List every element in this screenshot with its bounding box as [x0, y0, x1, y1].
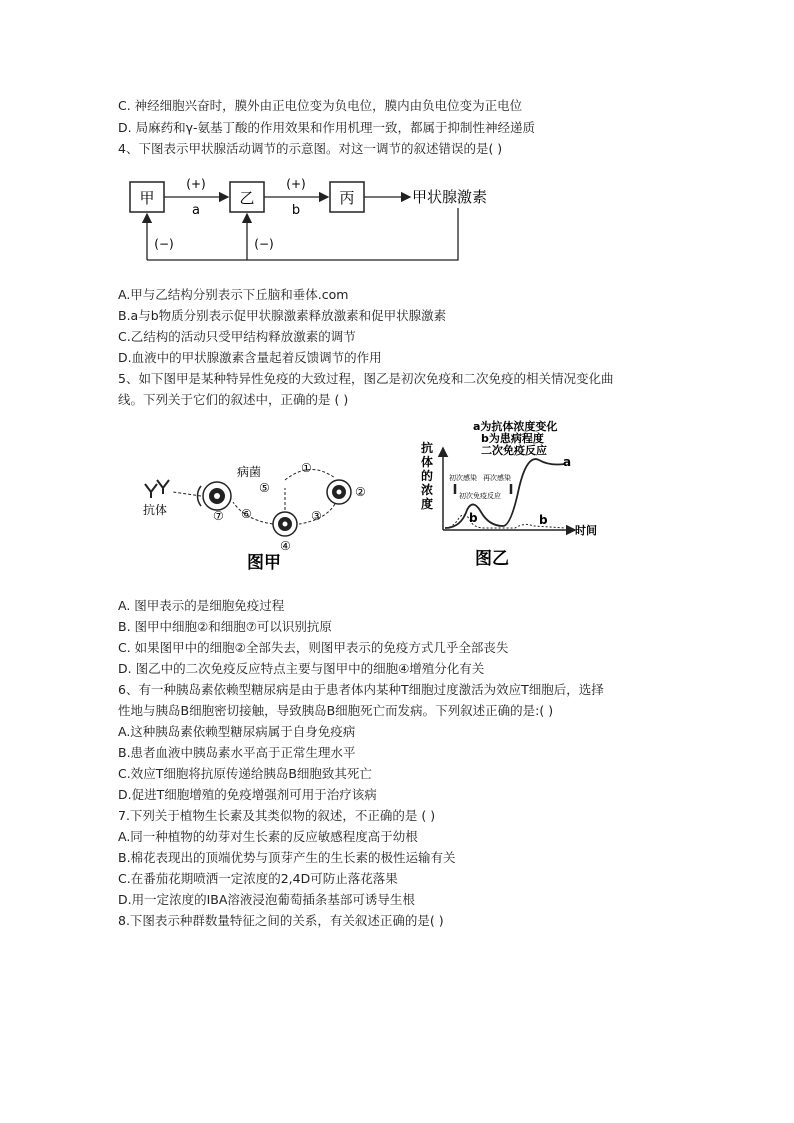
box-yi-label: 乙 — [239, 189, 255, 207]
option-4a: A.甲与乙结构分别表示下丘脑和垂体.com — [118, 287, 349, 302]
option-7a: A.同一种植物的幼芽对生长素的反应敏感程度高于幼根 — [118, 829, 418, 844]
antibody-icon — [145, 480, 169, 498]
option-4d: D.血液中的甲状腺激素含量起着反馈调节的作用 — [118, 350, 382, 365]
x-label: 时间 — [575, 524, 597, 537]
option-7c: C.在番茄花期喷洒一定浓度的2,4D可防止落花落果 — [118, 871, 398, 886]
label-b2: b — [539, 513, 548, 527]
y-label-2: 体 — [421, 455, 434, 469]
first-response-label: 初次免疫反应 — [459, 492, 501, 500]
plus-label-1: (+) — [186, 177, 206, 191]
cell-4 — [273, 512, 297, 536]
question-5-line2: 线。下列关于它们的叙述中，正确的是 ( ) — [118, 392, 349, 407]
y-label-4: 浓 — [421, 483, 434, 497]
box-bing-label: 丙 — [339, 189, 355, 207]
question-5-line1: 5、如下图甲是某种特异性免疫的大致过程，图乙是初次免疫和二次免疫的相关情况变化曲 — [118, 371, 614, 386]
caption-yi: 图乙 — [475, 549, 509, 569]
option-5b: B. 图甲中细胞②和细胞⑦可以识别抗原 — [118, 619, 332, 634]
pathogen-label: 病菌 — [237, 465, 262, 479]
antibody-label: 抗体 — [143, 503, 168, 517]
num-2: ② — [355, 485, 366, 499]
label-a: a — [563, 455, 572, 469]
option-7b: B.棉花表现出的顶端优势与顶芽产生的生长素的极性运输有关 — [118, 850, 456, 865]
option-6a: A.这种胰岛素依赖型糖尿病属于自身免疫病 — [118, 724, 356, 739]
question-7: 7.下列关于植物生长素及其类似物的叙述，不正确的是 ( ) — [118, 808, 436, 823]
num-3: ③ — [311, 509, 322, 523]
num-7: ⑦ — [213, 509, 224, 523]
thyroid-hormone-label: 甲状腺激素 — [412, 188, 488, 206]
question-8: 8.下图表示种群数量特征之间的关系，有关叙述正确的是( ) — [118, 913, 444, 928]
num-1: ① — [301, 461, 312, 475]
label-b: b — [291, 203, 301, 218]
caption-jia: 图甲 — [247, 553, 281, 570]
option-d-prev: D. 局麻药和γ-氨基丁酸的作用效果和作用机理一致，都属于抑制性神经递质 — [118, 120, 535, 135]
option-4c: C.乙结构的活动只受甲结构释放激素的调节 — [118, 329, 356, 344]
option-6b: B.患者血液中胰岛素水平高于正常生理水平 — [118, 745, 356, 760]
y-label-3: 的 — [421, 469, 434, 483]
cell-2 — [327, 480, 351, 504]
y-label-5: 度 — [421, 497, 434, 511]
legend-second: 二次免疫反应 — [481, 444, 547, 457]
box-jia-label: 甲 — [139, 189, 155, 207]
option-6c: C.效应T细胞将抗原传递给胰岛B细胞致其死亡 — [118, 766, 372, 781]
option-6d: D.促进T细胞增殖的免疫增强剂可用于治疗该病 — [118, 787, 377, 802]
minus-label-1: (−) — [154, 237, 174, 251]
legend-a: a为抗体浓度变化 — [473, 420, 558, 433]
legend-b: b为患病程度 — [481, 432, 544, 445]
option-4b: B.a与b物质分别表示促甲状腺激素释放激素和促甲状腺激素 — [118, 308, 447, 323]
question-6-line1: 6、有一种胰岛素依赖型糖尿病是由于患者体内某种T细胞过度激活为效应T细胞后，选择 — [118, 682, 604, 697]
cell-7 — [197, 482, 231, 510]
minus-label-2: (−) — [254, 237, 274, 251]
question-4: 4、下图表示甲状腺活动调节的示意图。对这一调节的叙述错误的是( ) — [118, 141, 503, 156]
option-7d: D.用一定浓度的IBA溶液浸泡葡萄插条基部可诱导生根 — [118, 892, 415, 907]
option-5d: D. 图乙中的二次免疫反应特点主要与图甲中的细胞④增殖分化有关 — [118, 661, 485, 676]
num-5: ⑤ — [259, 481, 270, 495]
plus-label-2: (+) — [286, 177, 306, 191]
option-c-prev: C. 神经细胞兴奋时，膜外由正电位变为负电位，膜内由负电位变为正电位 — [118, 98, 523, 113]
first-infection-label: 初次感染 — [449, 474, 477, 482]
y-label-1: 抗 — [421, 441, 434, 455]
figure-jia-immune-process — [135, 440, 375, 570]
figure-yi-response-chart — [415, 418, 610, 570]
num-4: ④ — [280, 539, 291, 553]
num-6: ⑥ — [241, 507, 252, 521]
label-b1: b — [469, 511, 478, 525]
thyroid-flow-diagram — [120, 168, 520, 270]
question-6-line2: 性地与胰岛B细胞密切接触，导致胰岛B细胞死亡而发病。下列叙述正确的是:( ) — [118, 703, 554, 718]
option-5c: C. 如果图甲中的细胞②全部失去，则图甲表示的免疫方式几乎全部丧失 — [118, 640, 509, 655]
second-infection-label: 再次感染 — [483, 474, 511, 482]
label-a: a — [192, 203, 200, 218]
option-5a: A. 图甲表示的是细胞免疫过程 — [118, 598, 285, 613]
